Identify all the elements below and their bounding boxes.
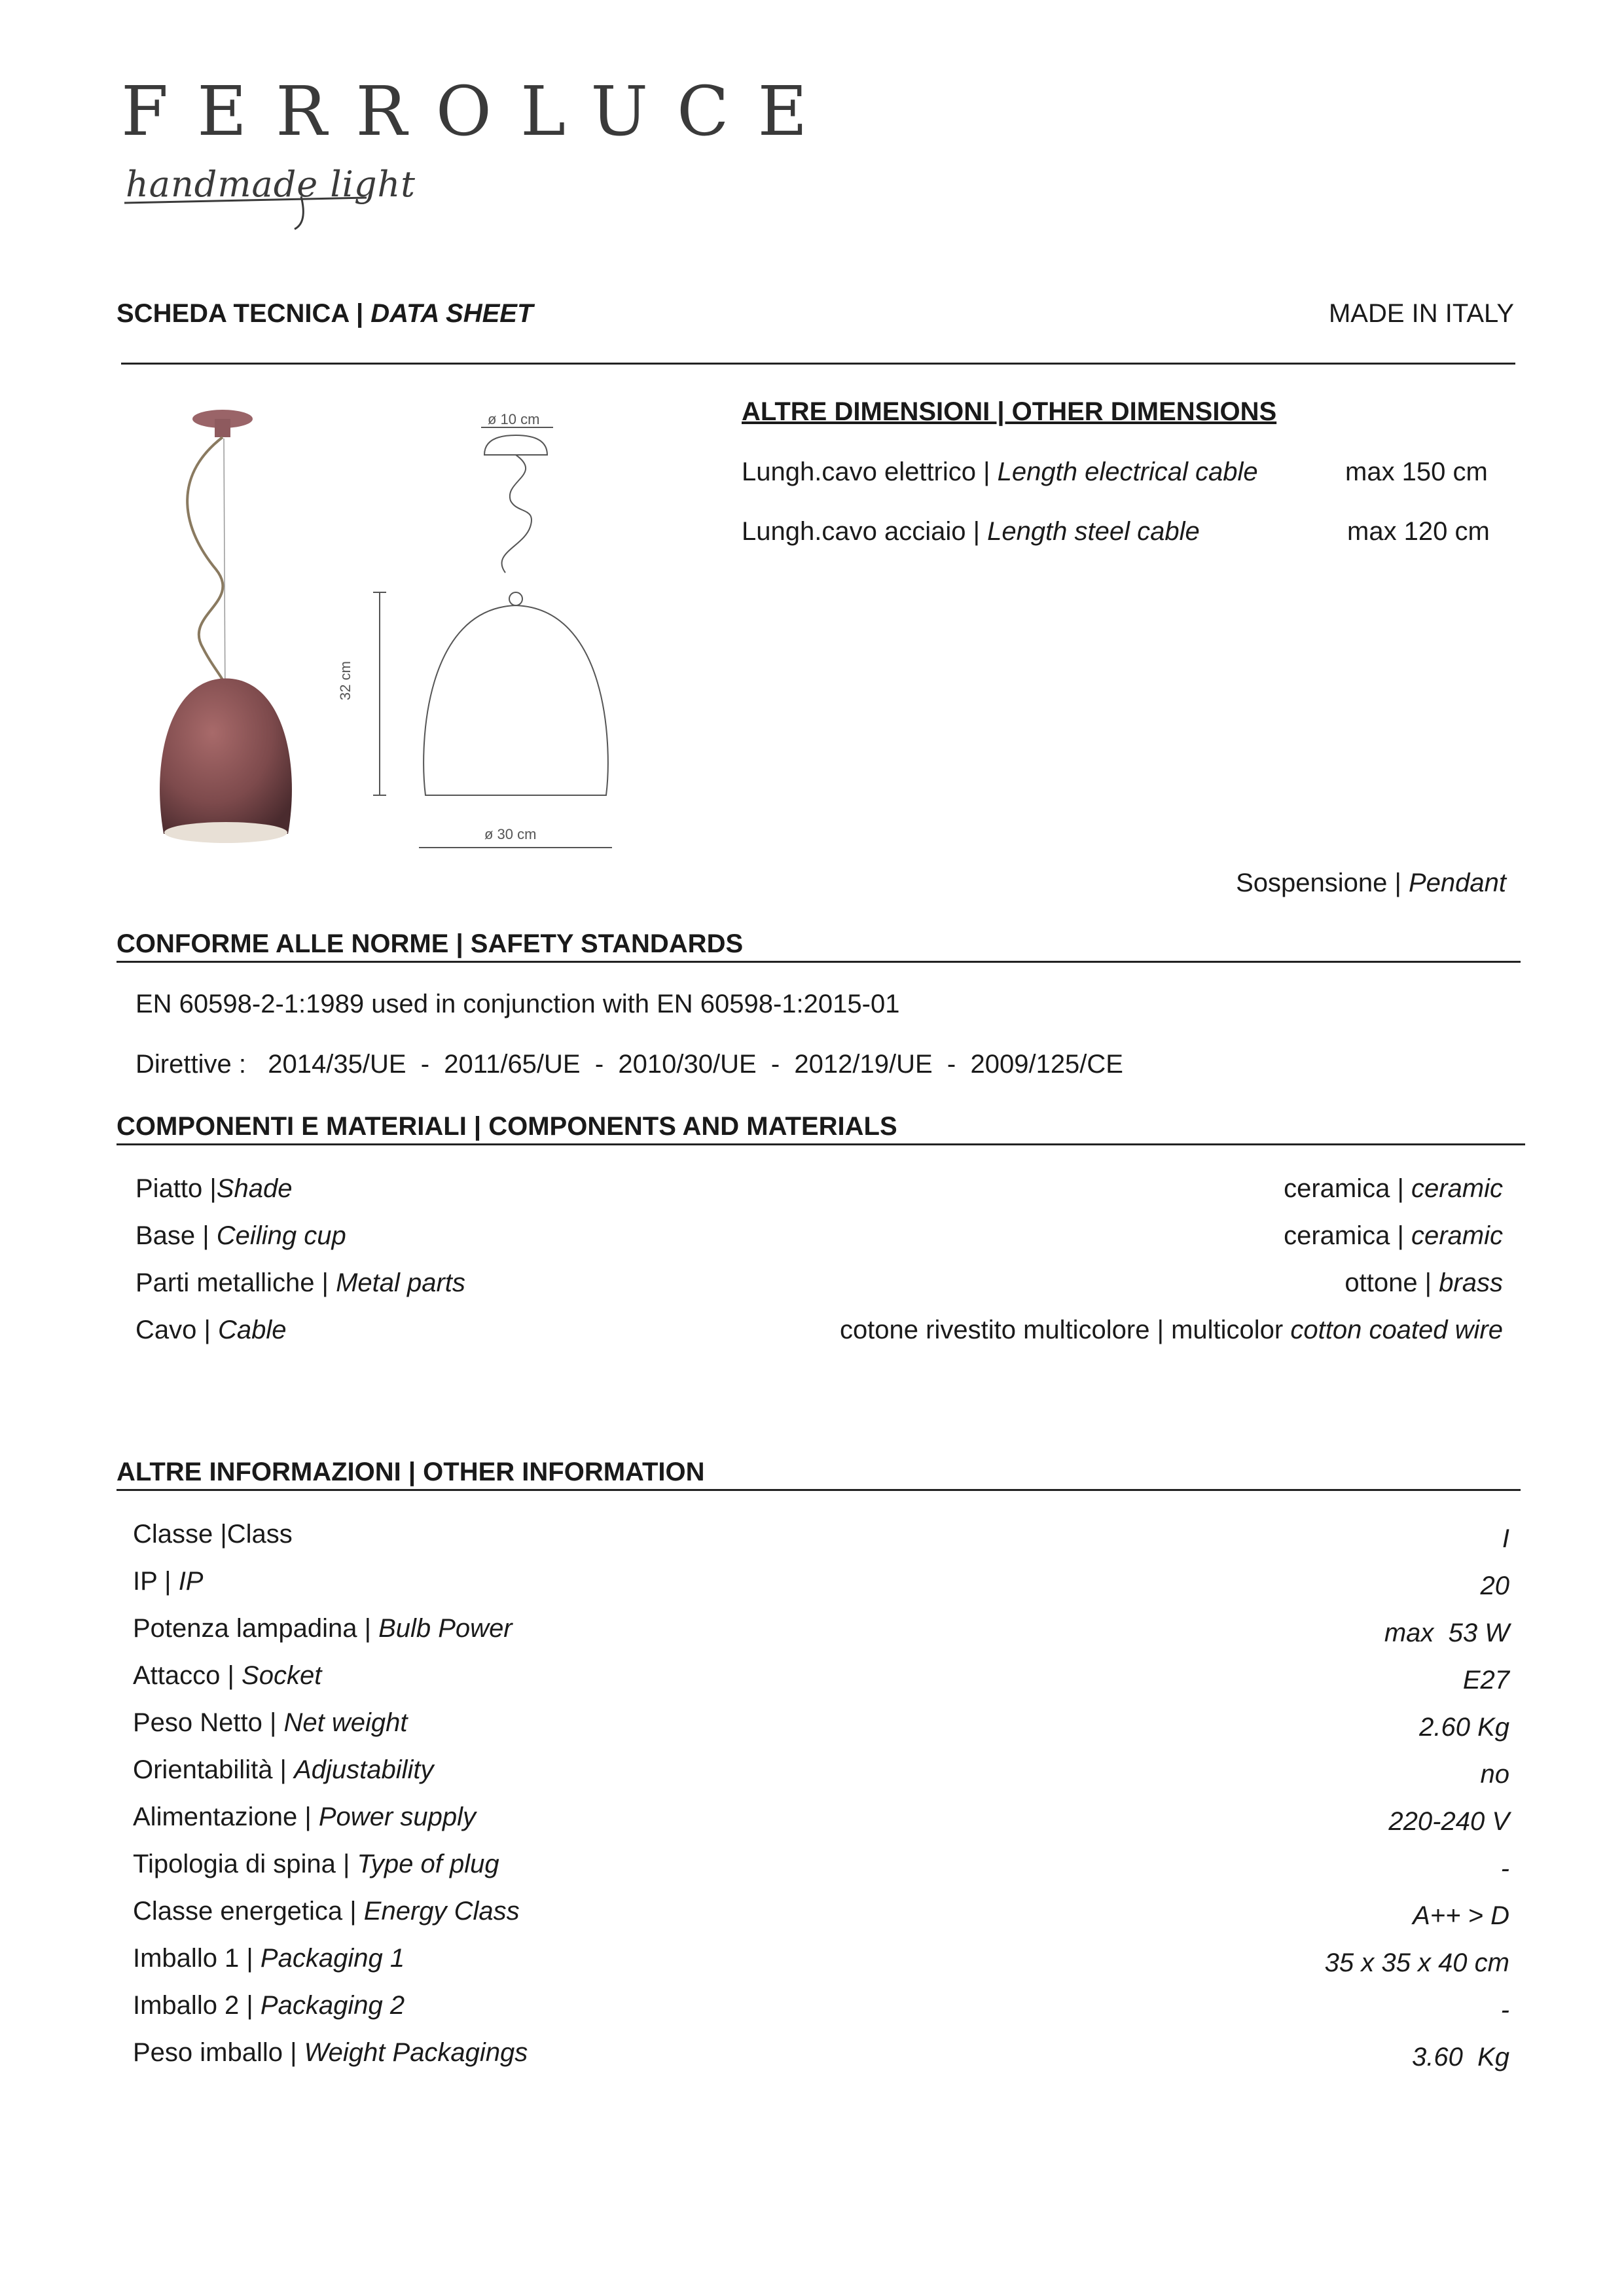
made-in-italy: MADE IN ITALY bbox=[1328, 299, 1514, 328]
brand-logo: FERROLUCE bbox=[121, 71, 837, 151]
component-metal-parts-material: ottone | brass bbox=[1344, 1268, 1503, 1297]
technical-drawing bbox=[353, 403, 628, 867]
header-rule bbox=[121, 363, 1515, 365]
dimension-row-steel: Lungh.cavo acciaio | Length steel cable bbox=[742, 517, 1200, 546]
drawing-height: 32 cm bbox=[337, 661, 353, 700]
info-value-ip: 20 bbox=[1480, 1571, 1509, 1600]
dimension-value-electrical: max 150 cm bbox=[1345, 457, 1488, 486]
component-shade-material: ceramica | ceramic bbox=[1284, 1174, 1503, 1203]
directives-line: Direttive : 2014/35/UE - 2011/65/UE - 2010/30/UE - 2012/19/UE - 2009/125/CE bbox=[135, 1050, 1123, 1079]
info-label-packaging-weight: Peso imballo | Weight Packagings bbox=[133, 2038, 528, 2067]
info-label-packaging-1: Imballo 1 | Packaging 1 bbox=[133, 1944, 405, 1973]
component-ceiling-cup-material: ceramica | ceramic bbox=[1284, 1221, 1503, 1250]
info-label-plug-type: Tipologia di spina | Type of plug bbox=[133, 1850, 499, 1878]
info-value-plug-type: - bbox=[1500, 1854, 1509, 1883]
component-ceiling-cup: Base | Ceiling cup bbox=[135, 1221, 346, 1250]
info-value-packaging-2: - bbox=[1500, 1996, 1509, 2024]
drawing-bottom-diameter: ø 30 cm bbox=[484, 826, 537, 842]
component-shade: Piatto |Shade bbox=[135, 1174, 293, 1203]
component-cable: Cavo | Cable bbox=[135, 1316, 287, 1344]
info-value-bulb-power: max 53 W bbox=[1384, 1619, 1509, 1647]
info-value-net-weight: 2.60 Kg bbox=[1419, 1713, 1509, 1742]
info-value-class: I bbox=[1502, 1524, 1509, 1553]
info-value-power-supply: 220-240 V bbox=[1388, 1807, 1509, 1836]
components-title: COMPONENTI E MATERIALI | COMPONENTS AND MATERIALS bbox=[117, 1111, 1525, 1145]
info-value-energy-class: A++ > D bbox=[1413, 1901, 1509, 1930]
drawing-top-diameter: ø 10 cm bbox=[488, 411, 540, 427]
info-value-packaging-weight: 3.60 Kg bbox=[1411, 2043, 1509, 2072]
tagline-underline bbox=[118, 157, 380, 236]
info-label-bulb-power: Potenza lampadina | Bulb Power bbox=[133, 1614, 513, 1643]
component-cable-material: cotone rivestito multicolore | multicolor cotton coated wire bbox=[839, 1316, 1503, 1344]
dimension-value-steel: max 120 cm bbox=[1347, 517, 1490, 546]
component-metal-parts: Parti metalliche | Metal parts bbox=[135, 1268, 465, 1297]
info-label-energy-class: Classe energetica | Energy Class bbox=[133, 1897, 520, 1926]
brand-tagline: handmade light bbox=[126, 164, 416, 205]
info-value-packaging-1: 35 x 35 x 40 cm bbox=[1324, 1948, 1509, 1977]
info-value-socket: E27 bbox=[1462, 1666, 1509, 1695]
product-photo bbox=[144, 399, 301, 870]
info-label-socket: Attacco | Socket bbox=[133, 1661, 322, 1690]
standards-title: CONFORME ALLE NORME | SAFETY STANDARDS bbox=[117, 928, 1521, 963]
info-value-adjustability: no bbox=[1480, 1760, 1509, 1789]
info-title: ALTRE INFORMAZIONI | OTHER INFORMATION bbox=[117, 1456, 1521, 1491]
standards-line: EN 60598-2-1:1989 used in conjunction with EN 60598-1:2015-01 bbox=[135, 990, 900, 1018]
info-label-net-weight: Peso Netto | Net weight bbox=[133, 1708, 408, 1737]
datasheet-title: SCHEDA TECNICA | DATA SHEET bbox=[117, 299, 533, 328]
info-label-adjustability: Orientabilità | Adjustability bbox=[133, 1755, 434, 1784]
dimensions-title: ALTRE DIMENSIONI | OTHER DIMENSIONS bbox=[742, 397, 1277, 426]
info-label-power-supply: Alimentazione | Power supply bbox=[133, 1803, 476, 1831]
info-label-packaging-2: Imballo 2 | Packaging 2 bbox=[133, 1991, 405, 2020]
info-label-class: Classe |Class bbox=[133, 1520, 293, 1549]
info-label-ip: IP | IP bbox=[133, 1567, 204, 1596]
product-type: Sospensione | Pendant bbox=[1236, 869, 1506, 897]
dimension-row-electrical: Lungh.cavo elettrico | Length electrical cable bbox=[742, 457, 1258, 486]
